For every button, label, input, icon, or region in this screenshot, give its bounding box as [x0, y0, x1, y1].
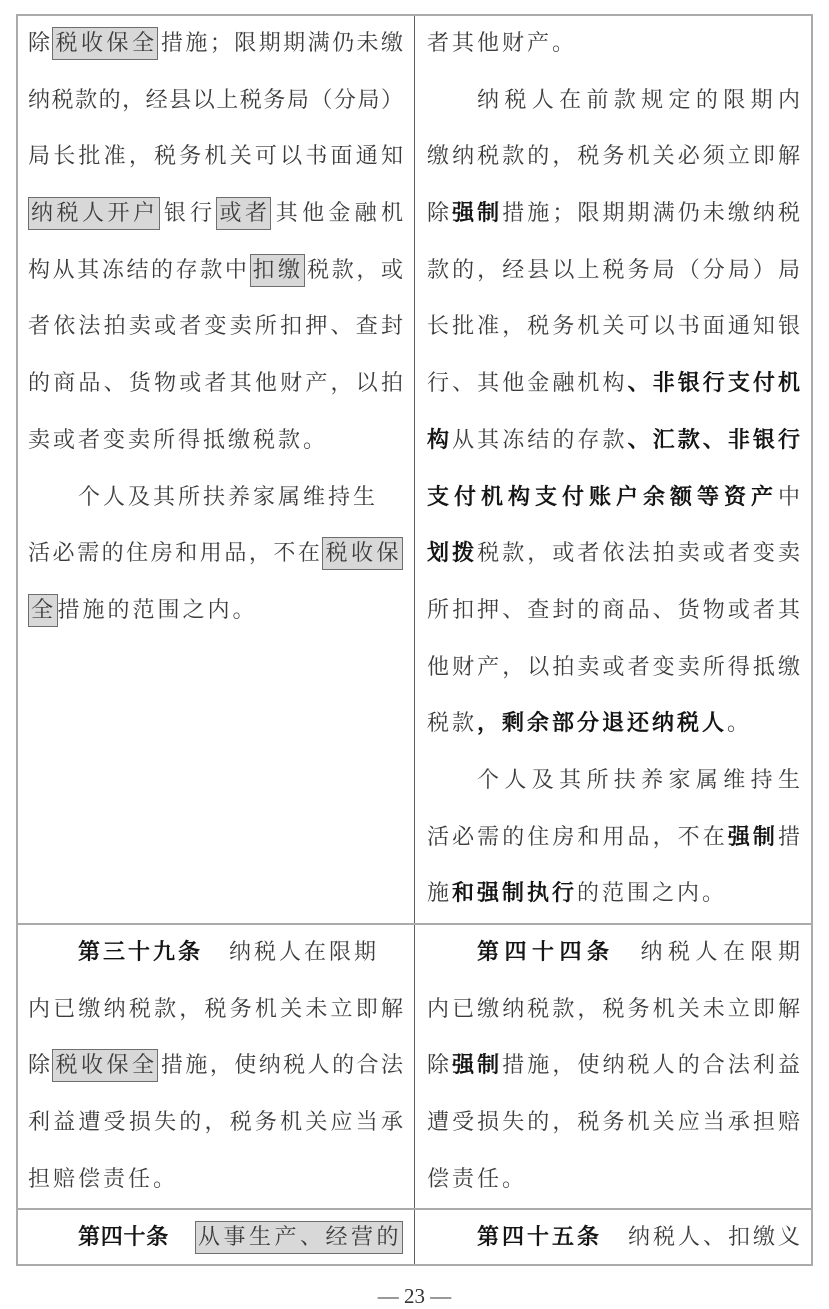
comparison-row: [18, 16, 811, 923]
text-segment: 行、其他金融机构: [427, 371, 628, 397]
text-line: [28, 356, 403, 413]
text-segment: 除: [427, 201, 453, 227]
text-segment: 纳税人在限期: [229, 940, 380, 965]
text-segment: 遭受损失的，税务机关应当承担赔: [427, 1110, 800, 1136]
text-line: [427, 1038, 800, 1095]
text-line: [28, 299, 403, 356]
bold-text: 构: [427, 427, 453, 453]
text-segment: 措施，使纳税人的合法: [158, 1053, 403, 1079]
text-line: [28, 129, 403, 186]
paragraph-start-line: [427, 753, 800, 810]
text-line: [427, 413, 800, 470]
text-segment: 的商品、货物或者其他财产，以拍: [28, 371, 403, 397]
bold-text: 、汇款、非银行: [627, 427, 800, 453]
text-segment: 他财产，以拍卖或者变卖所得抵缴: [427, 654, 800, 680]
comparison-row: [18, 1208, 811, 1264]
bold-text: 、非银行支付机: [627, 371, 800, 397]
text-segment: 卖或者变卖所得抵缴税款。: [28, 427, 329, 453]
text-line: [427, 526, 800, 583]
text-line: [28, 1152, 403, 1209]
text-line: [427, 1152, 800, 1209]
text-line: [427, 243, 800, 300]
highlighted-term: 税收保: [322, 537, 403, 570]
highlighted-term: 税收保全: [52, 27, 158, 60]
text-segment: 税款，或者依法拍卖或者变卖: [477, 541, 800, 567]
text-line: [28, 1038, 403, 1095]
original-provision-cell: [18, 16, 415, 923]
text-segment: 措施；限期期满仍未缴: [158, 31, 403, 56]
text-segment: 活必需的住房和用品，不在: [28, 541, 323, 567]
text-line: [427, 640, 800, 697]
text-segment: 措: [777, 824, 800, 850]
text-segment: 纳税人在限期: [640, 940, 800, 965]
text-segment: 局长批准，税务机关可以书面通知: [28, 144, 403, 170]
text-line: [427, 470, 800, 527]
text-line: [427, 1095, 800, 1152]
text-segment: 除: [28, 31, 53, 56]
text-line: [427, 299, 800, 356]
text-line: [427, 583, 800, 640]
text-line: [28, 413, 403, 470]
text-segment: 银行: [159, 201, 217, 227]
text-segment: 纳税款的，经县以上税务局（分局）: [28, 87, 403, 113]
article-heading-line: [28, 1210, 403, 1264]
text-line: [28, 583, 403, 640]
text-segment: 所扣押、查封的商品、货物或者其: [427, 597, 800, 623]
bold-text: 强制: [452, 1053, 503, 1079]
text-segment: 施: [427, 881, 453, 907]
comparison-row: [18, 923, 811, 1208]
text-segment: 利益遭受损失的，税务机关应当承: [28, 1110, 403, 1136]
bold-text: ，剩余部分退还纳税人: [477, 711, 728, 737]
highlighted-term: 纳税人开户: [28, 197, 160, 230]
highlighted-term: 税收保全: [52, 1049, 158, 1082]
text-line: [427, 866, 800, 923]
paragraph-start-line: [427, 73, 800, 130]
text-line: [427, 186, 800, 243]
text-line: [427, 16, 800, 73]
highlighted-term: 或者: [216, 197, 271, 230]
revised-provision-cell: [415, 16, 811, 923]
text-segment: 担赔偿责任。: [28, 1166, 179, 1192]
bold-text: 强制: [452, 201, 503, 227]
comparison-table: [16, 14, 813, 1266]
article-number: 第四十四条: [477, 940, 615, 965]
text-segment: 款的，经县以上税务局（分局）局: [427, 257, 800, 283]
text-segment: 税款，或: [304, 257, 403, 283]
text-line: [427, 696, 800, 753]
bold-text: 强制: [727, 824, 778, 850]
text-line: [427, 810, 800, 867]
text-segment: 者依法拍卖或者变卖所扣押、查封: [28, 314, 403, 340]
text-segment: 个人及其所扶养家属维持生: [477, 767, 800, 793]
original-provision-cell: [18, 1210, 415, 1264]
revised-provision-cell: [415, 925, 811, 1208]
text-segment: 者其他财产。: [427, 31, 578, 56]
text-segment: 缴纳税款的，税务机关必须立即解: [427, 144, 800, 170]
highlighted-term: 从事生产、经营的: [195, 1221, 403, 1254]
text-segment: 税款: [427, 711, 478, 737]
text-line: [28, 16, 403, 73]
text-line: [28, 243, 403, 300]
text-line: [28, 73, 403, 130]
article-number: 第三十九条: [78, 940, 204, 965]
bold-text: 划拨: [427, 541, 478, 567]
text-line: [28, 982, 403, 1039]
text-segment: 纳税人、扣缴义: [628, 1225, 800, 1251]
text-segment: 。: [727, 711, 753, 737]
text-segment: 中: [777, 484, 800, 510]
text-segment: 内已缴纳税款，税务机关未立即解: [427, 996, 800, 1022]
text-segment: 长批准，税务机关可以书面通知银: [427, 314, 800, 340]
revised-provision-cell: [415, 1210, 811, 1264]
text-segment: 偿责任。: [427, 1166, 528, 1192]
article-heading-line: [28, 925, 403, 982]
text-segment: 纳税人在前款规定的限期内: [477, 87, 800, 113]
text-segment: 从其冻结的存款: [452, 427, 628, 453]
bold-text: 支付机构支付账户余额等资产: [427, 484, 778, 510]
article-number: 第四十条: [78, 1225, 169, 1251]
article-heading-line: [427, 925, 800, 982]
paragraph-start-line: [28, 470, 403, 527]
highlighted-term: 全: [28, 594, 58, 627]
text-segment: 的范围之内。: [577, 881, 728, 907]
article-heading-line: [427, 1210, 800, 1264]
text-line: [28, 526, 403, 583]
text-segment: 措施，使纳税人的合法利益: [502, 1053, 800, 1079]
text-segment: 措施的范围之内。: [57, 597, 258, 623]
text-segment: 活必需的住房和用品，不在: [427, 824, 728, 850]
text-segment: 除: [28, 1053, 53, 1079]
text-line: [427, 356, 800, 413]
text-segment: 个人及其所扶养家属维持生: [78, 484, 379, 510]
page-number: — 23 —: [377, 1284, 452, 1308]
text-line: [427, 982, 800, 1039]
text-segment: 内已缴纳税款，税务机关未立即解: [28, 996, 403, 1022]
article-number: 第四十五条: [477, 1225, 602, 1251]
text-segment: 构从其冻结的存款中: [28, 257, 250, 283]
text-line: [28, 186, 403, 243]
highlighted-term: 扣缴: [250, 254, 305, 287]
text-segment: 除: [427, 1053, 453, 1079]
bold-text: 和强制执行: [452, 881, 578, 907]
text-line: [28, 1095, 403, 1152]
text-line: [427, 129, 800, 186]
original-provision-cell: [18, 925, 415, 1208]
text-segment: 措施；限期期满仍未缴纳税: [502, 201, 800, 227]
text-segment: 其他金融机: [271, 201, 403, 227]
